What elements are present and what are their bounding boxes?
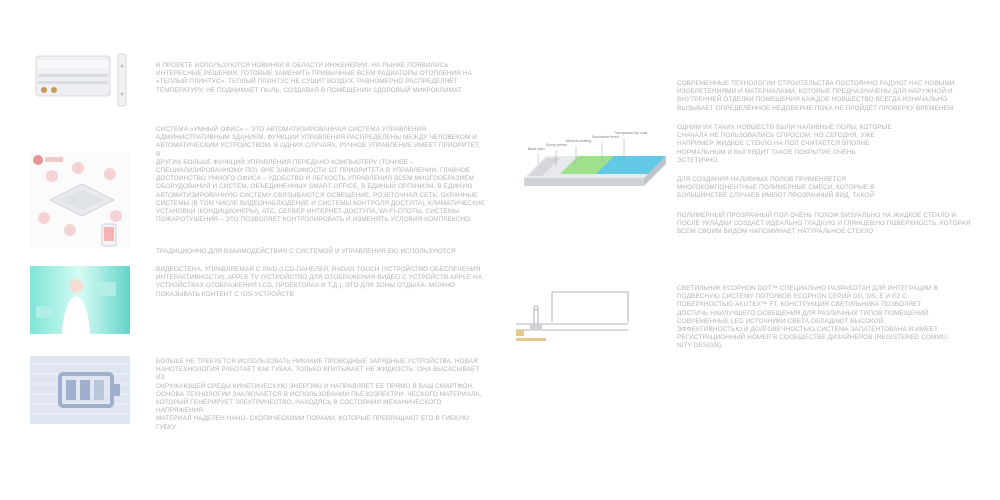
floor-label-2: Epoxy primer — [546, 143, 568, 147]
floor-label-5: Transparent top coat — [614, 131, 648, 135]
battery-charging-image — [30, 356, 130, 424]
floor-label-4: Decorative finish — [592, 135, 619, 139]
ecophon-lamp-description: СВЕТИЛЬНИК ECOPHON DOT™ СПЕЦИАЛЬНО РАЗРАБОТАН ДЛЯ ИНТЕГРАЦИИ В ПОДВЕСНУЮ СИСТЕМУ ПОТОЛКОВ ECOPHON СЕРИЙ DG, DS, E И E2 С ПОВЕРХНОСТЬЮ AKUTEX™ FT. КОНСТРУКЦИЯ СВЕТИЛЬНИКА ПОЗВОЛЯЕТ ДОСТИЧЬ НАИЛУЧШЕГО ОСВЕЩЕНИЯ ДЛЯ РАЗЛИЧНЫХ ТИПОВ ПОМЕЩЕНИЙ. СОВРЕМЕННЫЕ LED ИСТОЧНИКИ СВЕТА ОБЛАДАЮТ ВЫСОКОЙ ЭФФЕКТИВНОСТЬЮ И ДОЛГОВЕЧНОСТЬЮ.СИСТЕМА ЗАПАТЕНТОВАНА И ИМЕЕТ РЕГИСТРАЦИОННЫЙ НОМЕР В СООБЩЕСТВЕ ДИЗАЙНЕРОВ (REGISTERED COMMU- NITY DESIGN). — [677, 285, 949, 350]
charging-description: БОЛЬШЕ НЕ ТРЕБУЕТСЯ ИСПОЛЬЗОВАТЬ НИКАКИЕ ПРОВОДНЫЕ ЗАРЯДНЫЕ УСТРОЙСТВА. НОВАЯ НАНОТЕХНОЛОГИЯ РАБОТАЕТ КАК ГУБКА, ТОЛЬКО ВПИТЫВАЕТ НЕ ЖИДКОСТЬ: ОНА ВЫСАСЫВАЕТ ИЗ ОКРУЖАЮЩЕЙ СРЕДЫ КИНЕТИЧЕСКУЮ ЭНЕРГИЮ И НАПРАВЛЯЕТ ЕЕ ПРЯМО В ВАШ СМАРТФОН. ОСНОВА ТЕХНОЛОГИИ ЗАКЛЮЧАЕТСЯ В ИСПОЛЬЗОВАНИИ ПЬЕЗОЭЛЕКТРИ- ЧЕСКОГО МАТЕРИАЛА, КОТОРЫЙ ГЕНЕРИРУЕТ ЭЛЕКТРИЧЕСТВО, НАХОДЯСЬ В СОСТОЯНИИ МЕХАНИЧЕСКОГО НАПРЯЖЕНИЯ. МАТЕРИАЛ НАДЕЛЕН НАНО- СКОПИЧЕСКИМИ ПОРАМИ, КОТОРЫЕ ПРЕВРАЩАЮТ ЕГО В ГИБКУЮ ГУБКУ. — [156, 358, 482, 431]
building-tech-intro: СОВРЕМЕННЫЕ ТЕХНОЛОГИИ СТРОИТЕЛЬСТВА ПОСТОЯННО РАДУЮТ НАС НОВЫМИ ИЗОБРЕТЕНИЯМИ И МАТЕРИАЛАМИ, КОТОРЫЕ ПРЕДНАЗНАЧЕНЫ ДЛЯ НАРУЖНОЙ И ВНУТРЕННЕЙ ОТДЕЛКИ ПОМЕЩЕНИЯ КАЖДОЕ НОВШЕСТВО ВСЕГДА ИЗНАЧАЛЬНО ВЫЗЫВАЕТ ОПРЕДЕЛЁННОЕ НЕДОВЕРИЕ ПОКА НЕ ПРОЙДЁТ ПРОВЕРКУ ВРЕМЕНЕМ — [677, 80, 955, 112]
ceiling-lamp-section-drawing — [516, 288, 632, 346]
video-wall-image — [30, 266, 130, 334]
floor-paragraph-1: ОДНИМ ИХ ТАКИХ НОВШЕСТВ БЫЛИ НАЛИВНЫЕ ПОЛЫ, КОТОРЫЕ СНАЧАЛА НЕ ПОЛЬЗОВАЛИСЬ СПРОСОМ, НО СЕГОДНЯ, УЖЕ НАПРИМЕР ЖИДКОЕ СТЕКЛО НА ПОЛ СЧИТАЕТСЯ ВПОЛНЕ НОРМАЛЬНЫМ И ВЫГЛЯДИТ ТАКОЕ ПОКРЫТИЕ ОЧЕНЬ ЭСТЕТИЧНО. — [677, 124, 892, 164]
radiator-skirting-image — [30, 48, 130, 110]
floor-paragraph-2: ДЛЯ СОЗДАНИЯ НАЛИВНЫХ ПОЛОВ ПРИМЕНЯЕТСЯ МНОГОКОМПОНЕНТНЫЕ ПОЛИМЕРНЫЕ СМЕСИ, КОТОРЫЕ В БОЛЬШИНСТВЕ СЛУЧАЕВ ИМЕЮТ ПРОЗРАЧНЫЙ ВИД. ТАКОЙ — [677, 176, 875, 200]
floor-label-3: Medium coating — [566, 139, 592, 143]
smart-office-description: СИСТЕМА «УМНЫЙ ОФИС» – ЭТО АВТОМАТИЗИРОВАННАЯ СИСТЕМА УПРАВЛЕНИЯ АДМИНИСТРАТИВНЫМ ЗДАНИЕМ. ФУНКЦИИ УПРАВЛЕНИЯ РАСПРЕДЕЛЕНЫ МЕЖДУ ЧЕЛОВЕКОМ И АВТОМАТИЧЕСКИМ УСТРОЙСТВОМ. В ОДНИХ СЛУЧАЯХ, РУЧНОЕ УПРАВЛЕНИЕ ИМЕЕТ ПРИОРИТЕТ, В ДРУГИХ БОЛЬШЕ ФУНКЦИЙ УПРАВЛЕНИЯ ПЕРЕДАНО КОМПЬЮТЕРУ (ТОЧНЕЕ – СПЕЦИАЛИЗИРОВАННОМУ ПО). ВНЕ ЗАВИСИМОСТИ ОТ ПРИОРИТЕТА В УПРАВЛЕНИИ, ГЛАВНОЕ ДОСТОИНСТВО УМНОГО ОФИСА – УДОБСТВО И ЛЕГКОСТЬ УПРАВЛЕНИЯ ВСЕМ МНОГООБРАЗИЕМ ОБОРУДОВАНИЯ И СИСТЕМ, ОБЪЕДИНЕННЫХ SMART OFFICE, В ЕДИНЫЙ ОРГАНИЗМ. В ЕДИНУЮ АВТОМАТИЗИРОВАННУЮ СИСТЕМУ СВЯЗЫВАЮТСЯ ОСВЕЩЕНИЕ, РОЗЕТОЧНАЯ СЕТЬ, ОХРАННЫЕ СИСТЕМЫ (В ТОМ ЧИСЛЕ ВИДЕОНАБЛЮДЕНИЕ И СИСТЕМЫ КОНТРОЛЯ ДОСТУПА), КЛИМАТИЧЕСКИЕ УСТАНОВКИ (КОНДИЦИОНЕРЫ), АТС, СЕРВЕР ИНТЕРНЕТ-ДОСТУПА, WI-FI-СПОТЫ, СИСТЕМЫ ПОЖАРОТУШЕНИЯ – ЭТО ПОЗВОЛЯЕТ КОНТРОЛИРОВАТЬ И ИЗМЕНЯТЬ УСЛОВИЯ КОМПЛЕКСНО. — [156, 126, 486, 224]
smart-office-diagram-image — [30, 152, 130, 248]
floor-paragraph-3: ПОЛИМЕРНЫЙ ПРОЗРАЧНЫЙ ПОЛ ОЧЕНЬ ПОХОЖ ВИЗУАЛЬНО НА ЖИДКОЕ СТЕКЛО И ПОСЛЕ УКЛАДКИ СОЗДАЁТ ИДЕАЛЬНО ГЛАДКУЮ И ГЛЯНЦЕВУЮ ПОВЕРХНОСТЬ, КОТОРАЯ ВСЕМ СВОИМ ВИДОМ НАПОМИНАЕТ НАТУРАЛЬНОЕ СТЕКЛО — [677, 212, 971, 236]
smart-office-control-note: ТРАДИЦИОННО ДЛЯ ВЗАИМОДЕЙСТВИЯ С СИСТЕМОЙ И УПРАВЛЕНИЯ ЕЮ ИСПОЛЬЗУЮТСЯ — [156, 248, 456, 255]
self-leveling-floor-diagram — [520, 130, 670, 190]
floor-label-1: Base layer — [528, 147, 546, 151]
radiator-description: В ПРОЕКТЕ ИСПОЛЬЗУЮТСЯ НОВИНКИ В ОБЛАСТИ ИНЖЕНЕРИИ. НА РЫНКЕ ПОЯВИЛИСЬ ИНТЕРЕСНЫЕ РЕШЕНИЯ, ГОТОВЫЕ ЗАМЕНИТЬ ПРИВЫЧНЫЕ ВСЕМ РАДИАТОРЫ ОТОПЛЕНИЯ НА «ТЕПЛЫЙ ПЛИНТУС». ТЕПЛЫЙ ПЛИНТУС НЕ СУШИТ ВОЗДУХ, РАВНОМЕРНО РАСПРЕДЕЛЯЕТ ТЕМПЕРАТУРУ, НЕ ПОДНИМАЕТ ПЫЛЬ, СОЗДАВАЯ В ПОМЕЩЕНИИ ЗДОРОВЫЙ МИКРОКЛИМАТ. — [156, 62, 472, 94]
video-wall-description: ВИДЕОСТЕНА, УПРАВЛЯЕМАЯ С IPAD (LCD-ПАНЕЛЕЙ, RADAR TOUCH (УСТРОЙСТВО ОБЕСПЕЧЕНИЯ ИНТЕРАКТИВНОСТИ), APPLE TV (УСТРОЙСТВО ДЛЯ ОТОБРАЖЕНИЯ ВИДЕО С УСТРОЙСТВ APPLE НА УСТРОЙСТВАХ ОТОБРАЖЕНИЯ LCD, ПРОЕКТОРАХ И Т.Д.). ЭТО ДЛЯ ЗОНЫ ОТДЫХА- МОЖНО ПОКАЗЫВАТЬ КОНТЕНТ С IOS-УСТРОЙСТВ — [156, 266, 483, 298]
